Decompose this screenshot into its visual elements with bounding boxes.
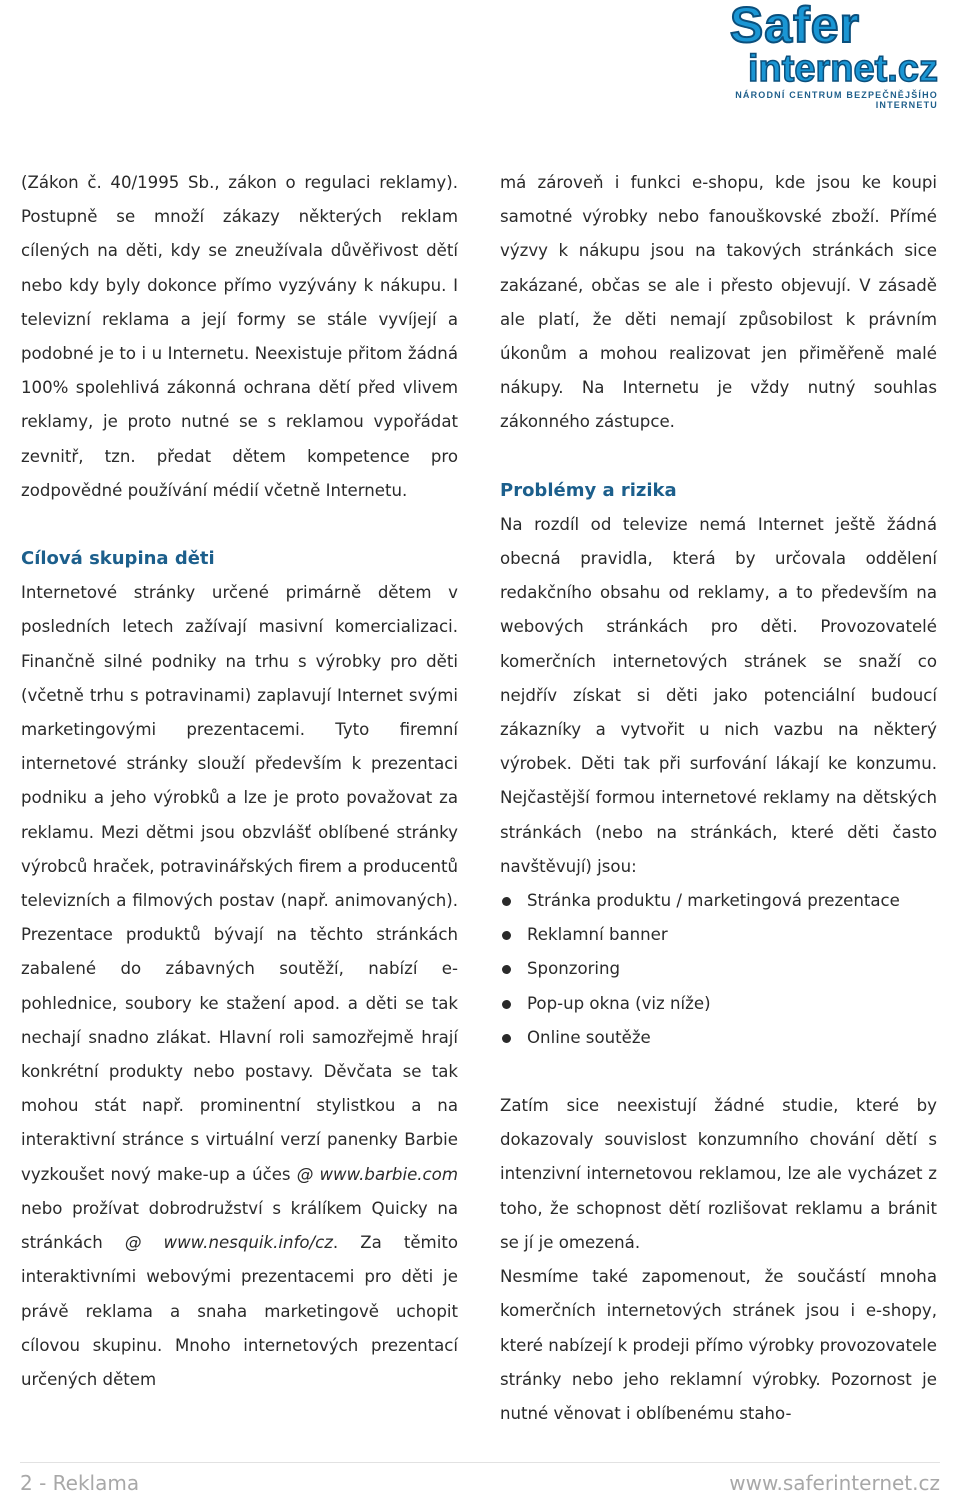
nesquik-link[interactable]: @ www.nesquik.info/cz xyxy=(124,1233,333,1253)
left-body-text: Internetové stránky určené primárně dětem v posledních letech zažívají masivní komercializaci. Finančně silné podniky na trhu s výrobky pro děti (včetně trhu s potravinami) zaplavují Internet svými marketingovými prezentacemi. Tyto firemní internetové stránky slouží především k prezentaci podniku a jeho výrobků a lze je proto považovat za reklamu. Mezi dětmi jsou obzvlášť oblíbené stránky výrobců hraček, potravinářských firem a producentů televizních a filmových postav (např. animovaných). Prezentace produktů bývají na těchto stránkách zabalené do zábavných soutěží, nabízí e-pohlednice, soubory ke stažení apod. a děti se tak nechají snadno zlákat. Hlavní roli samozřejmě hrají konkrétní produkty nebo postavy. Děvčata se tak mohou stát např. prominentní stylistkou a na interaktivní stránce s virtuální verzí panenky Barbie vyzkoušet nový make-up a účes xyxy=(21,583,458,1184)
right-paragraph-2: Zatím sice neexistují žádné studie, které by dokazovaly souvislost konzumního chování dětí s intenzivní internetovou reklamou, lze ale vycházet z toho, že schopnost dětí rozlišovat reklamu a bránit se jí je omezená. xyxy=(500,1096,937,1252)
bullet-icon xyxy=(502,1034,511,1043)
list-item-label: Sponzoring xyxy=(527,959,621,979)
right-intro-paragraph: má zároveň i funkci e-shopu, kde jsou ke koupi samotné výrobky nebo fanouškovské zboží. Přímé výzvy k nákupu jsou na takových stránkách sice zakázané, občas se ale i přesto objevují. V zásadě ale platí, že děti nemají způsobilost k právním úkonům a mohou realizovat jen přiměřeně malé nákupy. Na Internetu je vždy nutný souhlas zákonného zástupce. xyxy=(500,173,937,432)
list-item-label: Reklamní banner xyxy=(527,925,668,945)
logo-internet-text: internet.cz xyxy=(747,48,938,90)
page-number: 2 - Reklama xyxy=(20,1471,140,1495)
logo xyxy=(718,0,938,110)
list-item xyxy=(500,918,937,952)
list-item xyxy=(500,1021,937,1055)
barbie-link[interactable]: @ www.barbie.com xyxy=(296,1164,458,1184)
bullet-icon xyxy=(502,1000,511,1009)
right-column xyxy=(500,166,937,1431)
left-column xyxy=(21,166,458,1397)
ad-forms-list xyxy=(500,884,937,1055)
left-body-paragraph xyxy=(21,576,458,1397)
list-item-label: Stránka produktu / marketingová prezentace xyxy=(527,891,900,911)
spacer xyxy=(21,508,458,542)
list-item-label: Online soutěže xyxy=(527,1027,651,1047)
left-intro-paragraph: (Zákon č. 40/1995 Sb., zákon o regulaci reklamy). Postupně se množí zákazy některých reklam cílených na děti, kdy se zneužívala důvěřivost dětí nebo kdy byly dokonce přímo vyzývány k nákupu. I televizní reklama a její formy se stále vyvíjejí a podobné je to i u Internetu. Neexistuje přitom žádná 100% spolehlivá zákonná ochrana dětí před vlivem reklamy, je proto nutné se s reklamou vypořádat zevnitř, tzn. předat dětem kompetence pro zodpovědné používání médií včetně Internetu. xyxy=(21,173,458,500)
list-item xyxy=(500,884,937,918)
right-paragraph-3: Nesmíme také zapomenout, že součástí mnoha komerčních internetových stránek jsou i e-shopy, které nabízejí k prodeji přímo výrobky provozovatele stránky nebo jeho reklamní výrobky. Pozornost je nutné věnovat i oblíbenému staho- xyxy=(500,1267,937,1423)
heading-problems-risks: Problémy a rizika xyxy=(500,479,677,501)
left-body-text-2: nebo prožívat dobrodružství s králíkem Quicky na stránkách xyxy=(21,1198,458,1253)
bullet-icon xyxy=(502,897,511,906)
list-item-label: Pop-up okna (viz níže) xyxy=(527,993,711,1013)
page-footer xyxy=(20,1462,940,1503)
spacer xyxy=(500,440,937,474)
logo-safer-text: Safer xyxy=(729,0,860,53)
bullet-icon xyxy=(502,965,511,974)
list-item xyxy=(500,987,937,1021)
right-body-paragraph: Na rozdíl od televize nemá Internet ještě žádná obecná pravidla, která by určovala oddělení redakčního obsahu od reklamy, a to především na webových stránkách pro děti. Provozovatelé komerčních internetových stránek se snaží co nejdřív získat si děti jako potenciální budoucí zákazníky a vytvořit u nich vazbu na některý výrobek. Děti tak při surfování lákají ke konzumu. Nejčastější formou internetové reklamy na dětských stránkách (nebo na stránkách, které děti často navštěvují) jsou: xyxy=(500,514,937,876)
footer-url-link[interactable]: www.saferinternet.cz xyxy=(729,1471,940,1495)
list-item xyxy=(500,952,937,986)
bullet-icon xyxy=(502,931,511,940)
heading-target-group: Cílová skupina děti xyxy=(21,548,215,570)
logo-subtitle: NÁRODNÍ CENTRUM BEZPEČNĚJŠÍHO INTERNETU xyxy=(735,90,938,110)
left-body-text-3: . Za těmito interaktivními webovými prezentacemi pro děti je právě reklama a snaha marketingově uchopit cílovou skupinu. Mnoho internetových prezentací určených dětem xyxy=(21,1233,458,1389)
spacer xyxy=(500,1055,937,1089)
